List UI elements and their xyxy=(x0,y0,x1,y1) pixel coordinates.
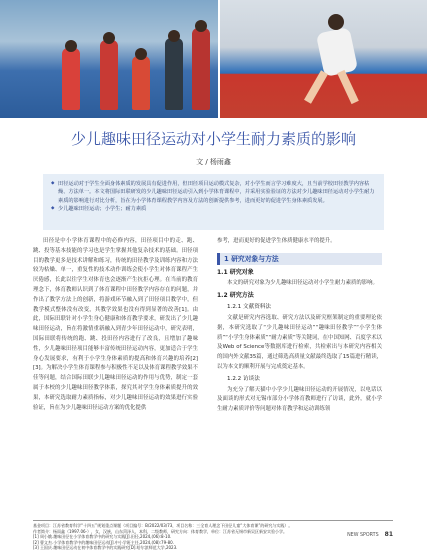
child-figure xyxy=(100,40,118,110)
abstract-box xyxy=(43,174,384,230)
runner-figure xyxy=(316,27,358,77)
subsubsection-heading: 1.2.2 访谈法 xyxy=(227,375,260,382)
child-head xyxy=(168,30,180,42)
footnote-reference: [2] 曹文杰.小学体育教学中的趣味田径运动[J].中小学班主任,2024,(08):79-80. xyxy=(33,539,174,545)
child-head xyxy=(103,32,115,44)
subsection-heading: 1.2 研究方法 xyxy=(217,292,254,300)
girl-running-photo xyxy=(220,0,427,118)
left-column xyxy=(33,237,198,413)
footnote-reference: [1] 周小娥.趣味田径在小学体育教学中的研究与实践[J].田径,2024,(06):8-10. xyxy=(33,534,172,540)
child-figure xyxy=(192,28,210,110)
article-title: 少儿趣味田径运动对小学生耐力素质的影响 xyxy=(70,130,356,148)
footnote-funding: 基金项目：江苏省教育科学“十四五”规划重点课题（项目编号：B/2022/03/73，项目名称：三全育人理念下田径儿童“大体育课”的研究与实践）。 xyxy=(33,523,293,528)
intro-paragraph: 田径是中小学体育课程中的必修内容，田径项目中的走、跑、跳、投等基本技能的学习也是学生掌握其他复杂技术的基础。田径项目的教学更多是技术讲解和练习，传统的田径教学及训练内容和方法较为枯燥、单一，重复性的技术动作训练会使小学生对体育课程产生厌倦感，长此以往学生对体育也会逐渐产生抗拒心理。在当前的教育理念下，体育教师认识到了体育课程中田径教学内容存在的问题，并作出了教学方法上的创新，将游戏环节融入到了田径项目教学中，但教学模式整体没有改变，其教学效果也没有得到显著的改善[1]。由此，国际田联针对小学生身心健康和体育教学要求，研发出了少儿趣味田径运动，旨在将激情重新融入到青少年田径运动中，研究表明，国际田联将传统的跑、跳、投田径内容进行了改良，且增加了趣味性，少儿趣味田径项目能够丰富传统田径运动内容，更加适合于学生身心发展要求，有利于小学生身体素质的提高和体育兴趣的培养[2][3]。为解决小学生体育课程参与积极性不足以及体育课程教学效果不佳等问题，结合国际田联少儿趣味田径运动的作用与优势，制定一套属于本校的少儿趣味田径教学体系，探究其对学生身体素质提升的效果，本研究选取耐力素质指标，对少儿趣味田径运动的效果进行实验验证，旨在为少儿趣味田径运动方案的优化提供 xyxy=(33,238,198,411)
subsubsection-heading: 1.2.1 文献资料法 xyxy=(227,304,271,311)
subsubsection-paragraph: 文献是研究内容选取、研究方法以及研究框架制定的重要理论依据，本研究选取了“少儿趣味田径运动”“趣味田径教学”“小学生体质”“小学生身体素质”“耐力素质”等关键词，在中国知网、百度学术以及Web of Science等数据库进行检索，共检索出与本研究内容相关的国内外文献35篇，通过筛选高质量文献最终选取了15篇进行精读，以为本文的顺利开展与完成奠定基本。 xyxy=(217,314,382,370)
child-figure xyxy=(62,48,80,110)
subsection-heading: 1.1 研究对象 xyxy=(217,268,254,276)
abstract-keywords: ◆ 少儿趣味田径运动；小学生；耐力素质 xyxy=(51,205,376,213)
runner-leg xyxy=(304,70,328,103)
subsubsection-paragraph: 为充分了解天猫中小学少儿趣味田径运动的开展情况，以电话以及面谈的形式对无锡市部分小学体育教师进行了访谈，此外，就小学生耐力素质评价等问题对体育教学和运动训练领 xyxy=(217,386,382,413)
page-footer xyxy=(347,531,393,538)
intro-tail: 参考，进而更好的促进学生体质健康水平的提升。 xyxy=(217,238,336,244)
child-head xyxy=(195,20,207,32)
child-head xyxy=(65,40,77,52)
footnotes xyxy=(33,520,393,551)
children-running-photo xyxy=(0,0,218,118)
abstract-summary: ◆ 田径运动对于学生全面身体素质的发展具有促进作用，但田径项目运动模式复杂，对小学生而言学习难度大，且当前学校田径教学内容枯燥、方法单一。本文将国际田联研发的少儿趣味田径运动引入到小学体育课程中，并采用实验验证的方法对少儿趣味田径运动对小学生耐力素质的影响进行对比分析，旨在为小学体育课程教学内容及方法的创新提供参考，进而更好的促进学生身体素质发展。 xyxy=(51,180,376,205)
page-number: 81 xyxy=(384,531,393,538)
footnote-reference: [3] 王国庆.趣味田径运动在初中体育教学中的实践研究[D].哈尔滨师范大学,2023. xyxy=(33,545,178,551)
runner-leg xyxy=(337,70,359,104)
subsection-paragraph: 本文的研究对象为少儿趣味田径运动对小学生耐力素质的影响。 xyxy=(227,279,378,286)
right-column xyxy=(217,237,382,415)
footnote-author-bio: 作者简介：杨雨鑫（1997.06-），女，汉族，山东菏泽人，本科，二级教师，研究方向：体育教学，单位：江苏省无锡市新吴区新安实验小学。 xyxy=(33,528,287,534)
magazine-name: NEW SPORTS xyxy=(347,533,379,538)
section-heading: 1 研究对象与方法 xyxy=(217,253,382,265)
child-figure xyxy=(132,56,150,110)
article-author: 文 / 杨雨鑫 xyxy=(196,158,231,166)
runner-head xyxy=(328,14,344,30)
child-head xyxy=(135,48,147,60)
child-figure xyxy=(165,38,183,110)
